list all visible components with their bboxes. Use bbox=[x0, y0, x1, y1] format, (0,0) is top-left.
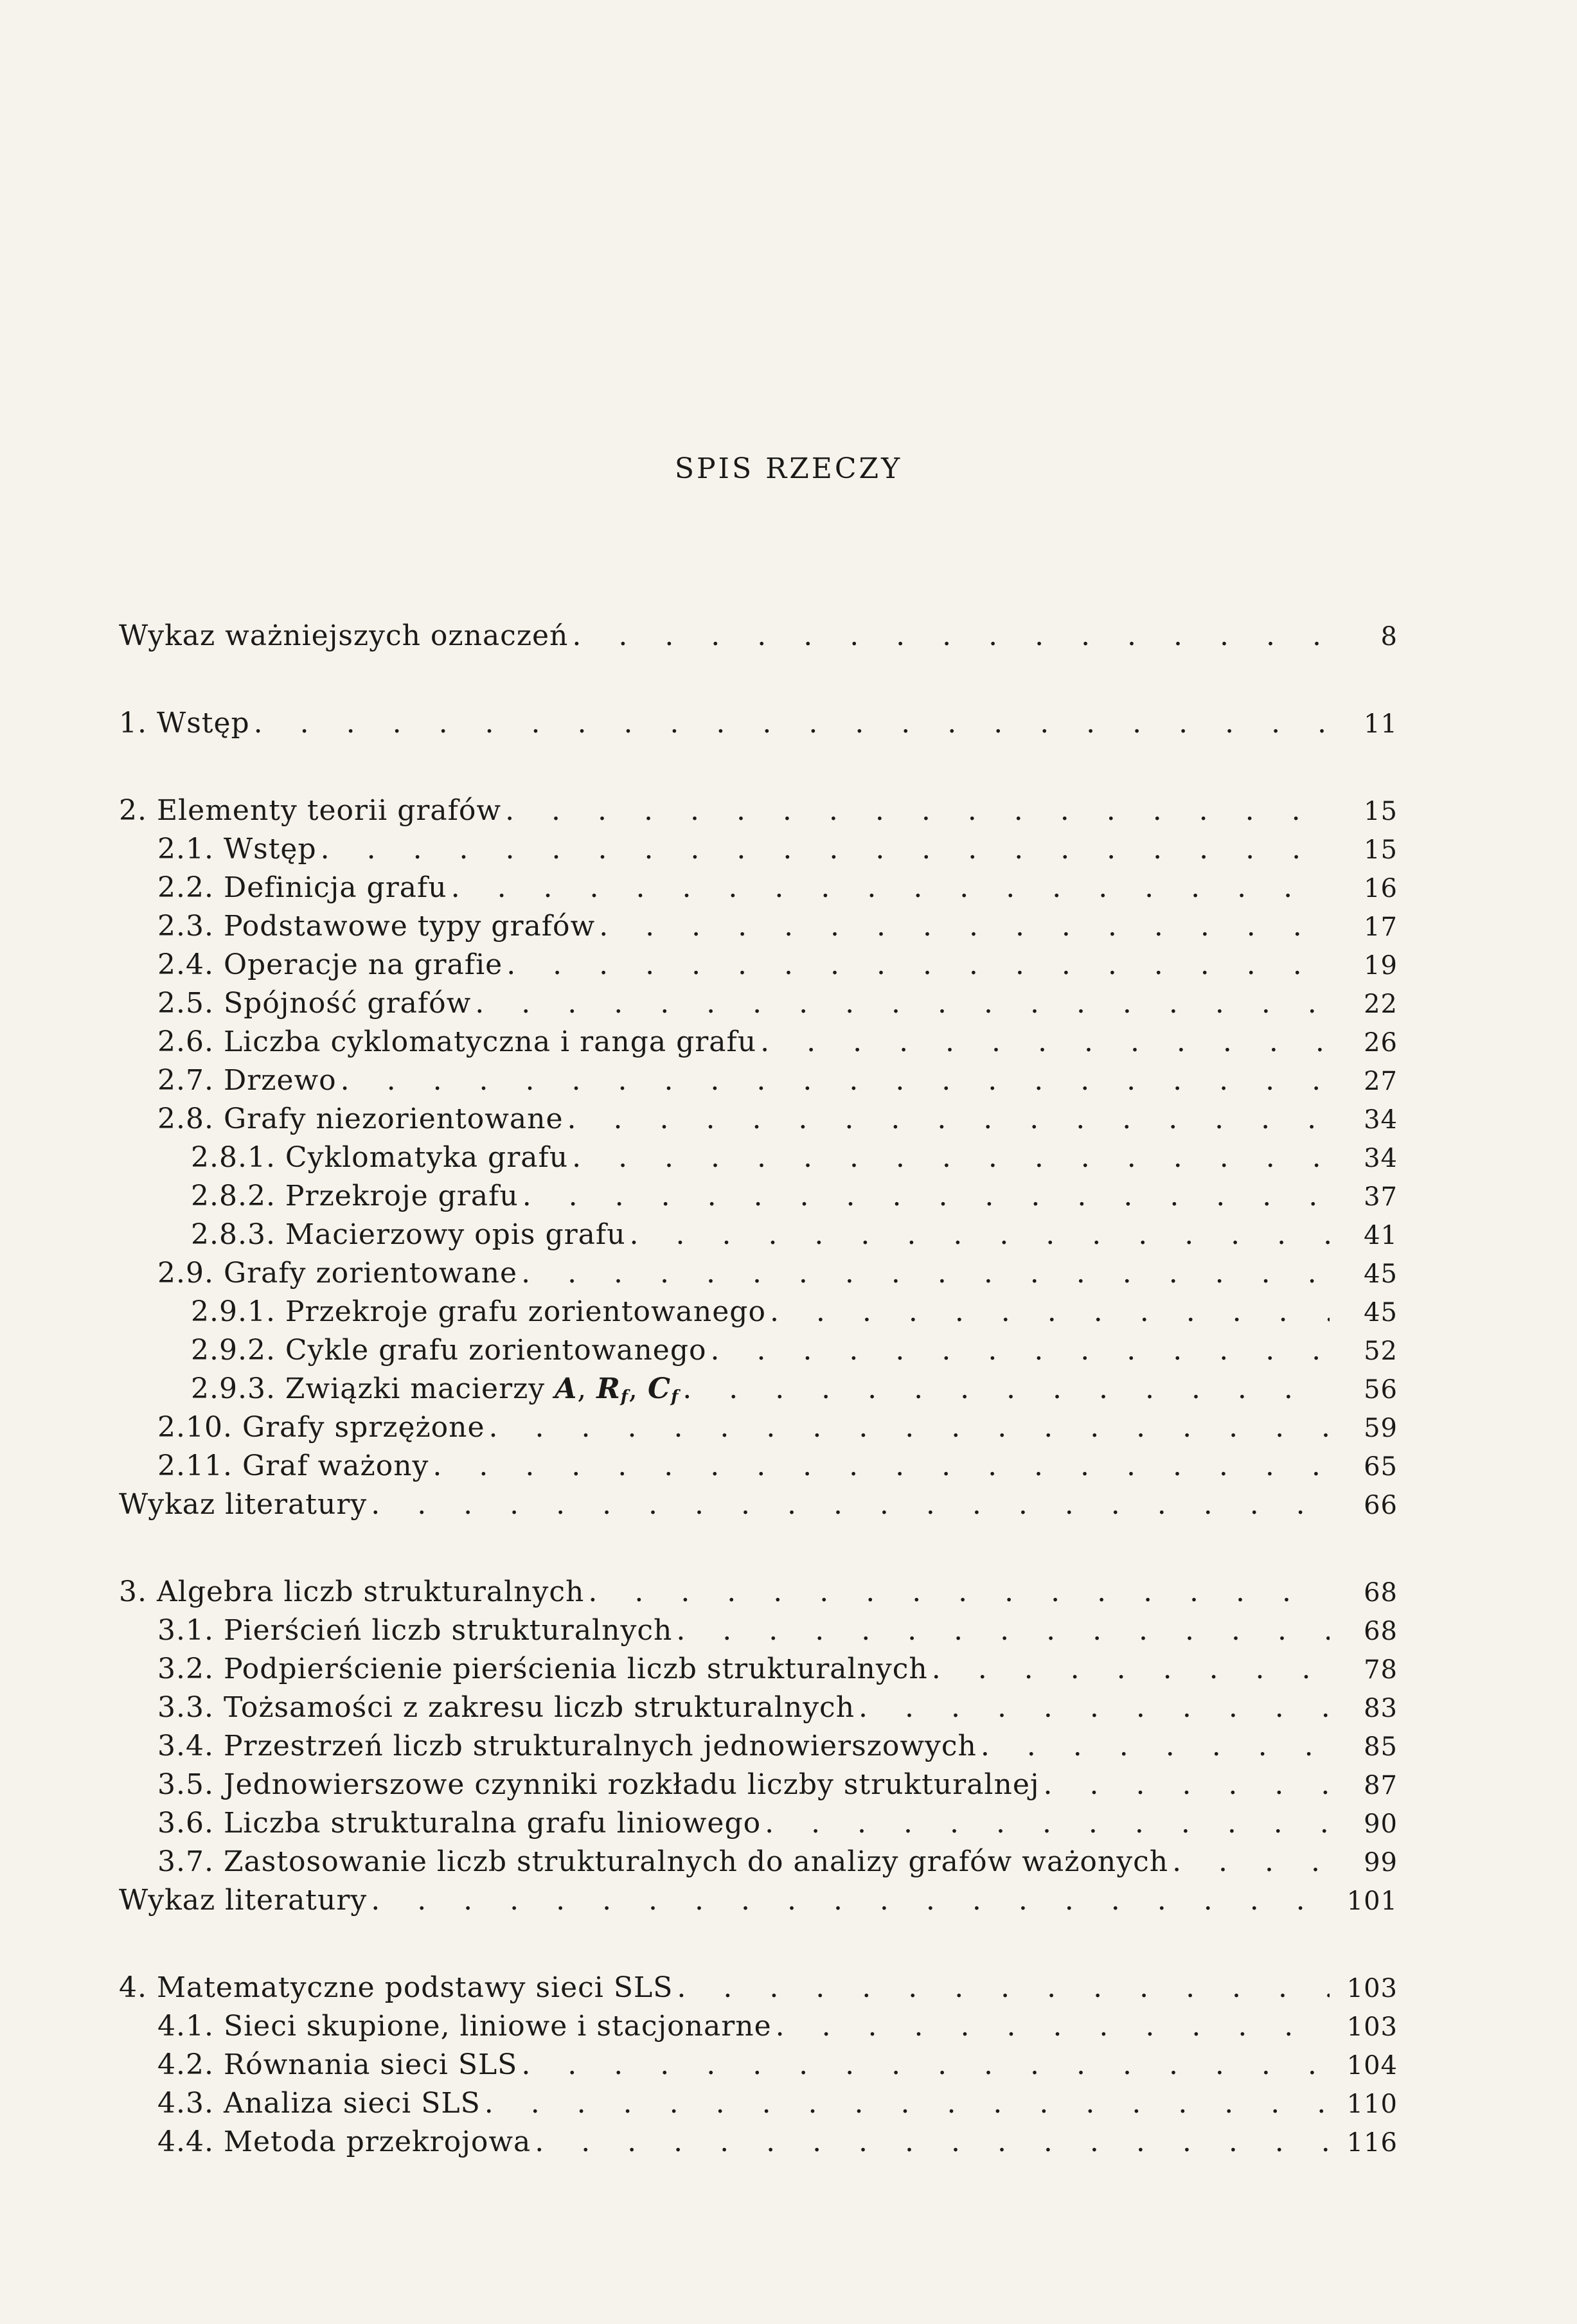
toc-entry-title: 2.2. Definicja grafu bbox=[157, 871, 447, 904]
toc-entry bbox=[119, 1804, 1398, 1843]
toc-entry bbox=[119, 1486, 1398, 1524]
toc-entry bbox=[119, 1331, 1398, 1370]
dot-leader bbox=[572, 1139, 1330, 1177]
dot-leader bbox=[451, 869, 1330, 907]
toc-entry-page: 26 bbox=[1364, 1028, 1398, 1058]
toc-entry-page: 34 bbox=[1364, 1144, 1398, 1173]
dot-leader bbox=[677, 1969, 1330, 2007]
dot-leader bbox=[506, 946, 1330, 984]
toc-entry-title: 2.3. Podstawowe typy grafów bbox=[157, 910, 596, 943]
dot-leader bbox=[371, 1486, 1330, 1524]
dot-leader bbox=[505, 792, 1330, 830]
toc-entry bbox=[119, 1650, 1398, 1689]
toc-entry-title: 3.1. Pierścień liczb strukturalnych bbox=[157, 1614, 673, 1647]
toc-entry-page: 34 bbox=[1364, 1105, 1398, 1135]
toc-entry-title: Wykaz literatury bbox=[119, 1488, 368, 1521]
toc-entry bbox=[119, 1293, 1398, 1331]
toc-entry bbox=[119, 1408, 1398, 1447]
dot-leader bbox=[341, 1061, 1330, 1100]
toc-entry-title: 3.5. Jednowierszowe czynniki rozkładu liczby strukturalnej bbox=[157, 1768, 1040, 1801]
dot-leader bbox=[567, 1100, 1330, 1139]
toc-entry bbox=[119, 1689, 1398, 1727]
toc-entry bbox=[119, 1139, 1398, 1177]
toc-entry-title: 2.8.3. Macierzowy opis grafu bbox=[191, 1218, 626, 1251]
page-title: SPIS RZECZY bbox=[674, 452, 903, 485]
toc-entry bbox=[119, 704, 1398, 743]
matrix-c: C bbox=[648, 1372, 672, 1405]
dot-leader bbox=[572, 617, 1330, 655]
toc-entry-title: 2.1. Wstęp bbox=[157, 833, 317, 865]
dot-leader bbox=[521, 1254, 1330, 1293]
toc-entry bbox=[119, 1254, 1398, 1293]
toc-entry-page: 15 bbox=[1364, 797, 1398, 826]
dot-leader bbox=[371, 1881, 1330, 1920]
toc-entry-page: 110 bbox=[1346, 2089, 1398, 2119]
dot-leader bbox=[765, 1804, 1330, 1843]
toc-entry-page: 52 bbox=[1364, 1336, 1398, 1366]
toc-entry bbox=[119, 1061, 1398, 1100]
dot-leader bbox=[859, 1689, 1330, 1727]
dot-leader bbox=[489, 1408, 1330, 1447]
toc-entry-title: 4.3. Analiza sieci SLS bbox=[157, 2087, 481, 2120]
toc-entry-title: 3.2. Podpierścienie pierścienia liczb strukturalnych bbox=[157, 1653, 928, 1685]
toc-entry bbox=[119, 907, 1398, 946]
toc-entry-title: 3.6. Liczba strukturalna grafu liniowego bbox=[157, 1807, 762, 1840]
toc-entry bbox=[119, 1843, 1398, 1881]
toc-entry-page: 16 bbox=[1364, 874, 1398, 903]
toc-entry-page: 85 bbox=[1364, 1732, 1398, 1762]
dot-leader bbox=[485, 2084, 1330, 2123]
toc-entry-title: 2.9. Grafy zorientowane bbox=[157, 1257, 518, 1290]
toc-entry-page: 45 bbox=[1364, 1259, 1398, 1289]
toc-entry-page: 17 bbox=[1364, 912, 1398, 942]
toc-entry-page: 103 bbox=[1346, 1974, 1398, 2003]
toc-entry-page: 116 bbox=[1346, 2128, 1398, 2158]
toc-entry-page: 65 bbox=[1364, 1452, 1398, 1482]
toc-entry-title: 2.9.1. Przekroje grafu zorientowanego bbox=[191, 1295, 766, 1328]
toc-entry-page: 45 bbox=[1364, 1298, 1398, 1327]
toc-entry-page: 27 bbox=[1364, 1067, 1398, 1096]
dot-leader bbox=[475, 984, 1330, 1023]
toc-entry-page: 87 bbox=[1364, 1771, 1398, 1800]
toc-entry bbox=[119, 869, 1398, 907]
toc-entry-title: Wykaz ważniejszych oznaczeń bbox=[119, 619, 569, 652]
matrix-c-subscript: f bbox=[671, 1387, 679, 1406]
toc-entry bbox=[119, 946, 1398, 984]
dot-leader bbox=[630, 1216, 1330, 1254]
toc-entry bbox=[119, 1881, 1398, 1920]
toc-entry-title: Wykaz literatury bbox=[119, 1884, 368, 1917]
toc-entry bbox=[119, 2046, 1398, 2084]
toc-entry-title: 2.9.2. Cykle grafu zorientowanego bbox=[191, 1334, 707, 1367]
toc-entry-title: 4.1. Sieci skupione, liniowe i stacjonarne bbox=[157, 2010, 772, 2043]
toc-entry-page: 41 bbox=[1364, 1221, 1398, 1250]
toc-entry-page: 11 bbox=[1364, 709, 1398, 739]
toc-entry-title: 4. Matematyczne podstawy sieci SLS bbox=[119, 1971, 673, 2004]
toc-entry-page: 59 bbox=[1364, 1414, 1398, 1443]
toc-entry-title: 4.2. Równania sieci SLS bbox=[157, 2048, 518, 2081]
matrix-r: R bbox=[596, 1372, 621, 1405]
toc-entry-title: 2.8.2. Przekroje grafu bbox=[191, 1180, 519, 1212]
toc-entry-title: 2.7. Drzewo bbox=[157, 1064, 337, 1097]
matrix-r-subscript: f bbox=[620, 1387, 629, 1406]
dot-leader bbox=[981, 1727, 1330, 1766]
toc-entry-page: 19 bbox=[1364, 951, 1398, 980]
dot-leader bbox=[711, 1331, 1330, 1370]
toc-entry-title: 2.10. Grafy sprzężone bbox=[157, 1411, 485, 1444]
dot-leader bbox=[599, 907, 1330, 946]
toc-entry bbox=[119, 2007, 1398, 2046]
toc-entry-page: 90 bbox=[1364, 1809, 1398, 1839]
toc-entry bbox=[119, 1727, 1398, 1766]
dot-leader bbox=[522, 1177, 1330, 1216]
toc-entry-title: 3.3. Tożsamości z zakresu liczb strukturalnych bbox=[157, 1691, 855, 1724]
table-of-contents bbox=[119, 617, 1398, 2161]
toc-entry-title: 2.8.1. Cyklomatyka grafu bbox=[191, 1141, 569, 1174]
toc-entry-title: 1. Wstęp bbox=[119, 707, 250, 740]
toc-entry-page: 78 bbox=[1364, 1655, 1398, 1685]
dot-leader bbox=[432, 1447, 1330, 1486]
toc-entry-title: 4.4. Metoda przekrojowa bbox=[157, 2125, 531, 2158]
toc-entry bbox=[119, 792, 1398, 830]
toc-entry-title: 3.7. Zastosowanie liczb strukturalnych do analizy grafów ważonych bbox=[157, 1845, 1169, 1878]
dot-leader bbox=[760, 1023, 1330, 1061]
toc-entry-page: 101 bbox=[1346, 1886, 1398, 1916]
toc-entry bbox=[119, 1969, 1398, 2007]
toc-entry-title: 2.4. Operacje na grafie bbox=[157, 948, 503, 981]
dot-leader bbox=[1172, 1843, 1330, 1881]
toc-entry bbox=[119, 1023, 1398, 1061]
toc-entry bbox=[119, 617, 1398, 655]
toc-entry-title: 2. Elementy teorii grafów bbox=[119, 794, 502, 827]
toc-entry bbox=[119, 2123, 1398, 2161]
dot-leader bbox=[321, 830, 1330, 869]
toc-entry bbox=[119, 1611, 1398, 1650]
toc-entry bbox=[119, 1573, 1398, 1611]
toc-entry bbox=[119, 1100, 1398, 1139]
toc-entry bbox=[119, 1370, 1398, 1408]
toc-entry-math: A, $R_f$, $C_f$ bbox=[555, 1372, 679, 1406]
toc-entry-title: 2.9.3. Związki macierzy bbox=[191, 1372, 546, 1405]
dot-leader bbox=[682, 1370, 1330, 1408]
toc-entry bbox=[119, 1177, 1398, 1216]
toc-entry-title: 2.11. Graf ważony bbox=[157, 1450, 429, 1482]
toc-entry-page: 56 bbox=[1364, 1375, 1398, 1405]
toc-entry-page: 22 bbox=[1364, 989, 1398, 1019]
toc-entry-page: 15 bbox=[1364, 835, 1398, 865]
matrix-a: A bbox=[555, 1372, 578, 1405]
toc-entry-page: 37 bbox=[1364, 1182, 1398, 1212]
toc-entry bbox=[119, 2084, 1398, 2123]
toc-entry-title: 3. Algebra liczb strukturalnych bbox=[119, 1575, 585, 1608]
toc-entry-page: 103 bbox=[1346, 2012, 1398, 2042]
toc-entry-page: 68 bbox=[1364, 1617, 1398, 1646]
toc-entry bbox=[119, 1447, 1398, 1486]
dot-leader bbox=[254, 704, 1330, 743]
toc-entry bbox=[119, 830, 1398, 869]
toc-entry-title: 2.6. Liczba cyklomatyczna i ranga grafu bbox=[157, 1025, 757, 1058]
dot-leader bbox=[1044, 1766, 1330, 1804]
toc-entry bbox=[119, 984, 1398, 1023]
toc-entry-page: 8 bbox=[1380, 622, 1398, 652]
toc-entry-page: 68 bbox=[1364, 1578, 1398, 1608]
toc-entry-title: 3.4. Przestrzeń liczb strukturalnych jednowierszowych bbox=[157, 1730, 977, 1762]
dot-leader bbox=[776, 2007, 1330, 2046]
toc-entry-title: 2.5. Spójność grafów bbox=[157, 987, 472, 1020]
dot-leader bbox=[535, 2123, 1330, 2161]
toc-entry-page: 99 bbox=[1364, 1848, 1398, 1877]
dot-leader bbox=[676, 1611, 1330, 1650]
toc-entry bbox=[119, 1216, 1398, 1254]
toc-entry-page: 83 bbox=[1364, 1694, 1398, 1723]
dot-leader bbox=[770, 1293, 1330, 1331]
toc-entry-page: 104 bbox=[1346, 2051, 1398, 2080]
dot-leader bbox=[932, 1650, 1330, 1689]
dot-leader bbox=[588, 1573, 1330, 1611]
toc-entry bbox=[119, 1766, 1398, 1804]
dot-leader bbox=[521, 2046, 1330, 2084]
toc-entry-page: 66 bbox=[1364, 1491, 1398, 1520]
toc-entry-title: 2.8. Grafy niezorientowane bbox=[157, 1103, 564, 1135]
